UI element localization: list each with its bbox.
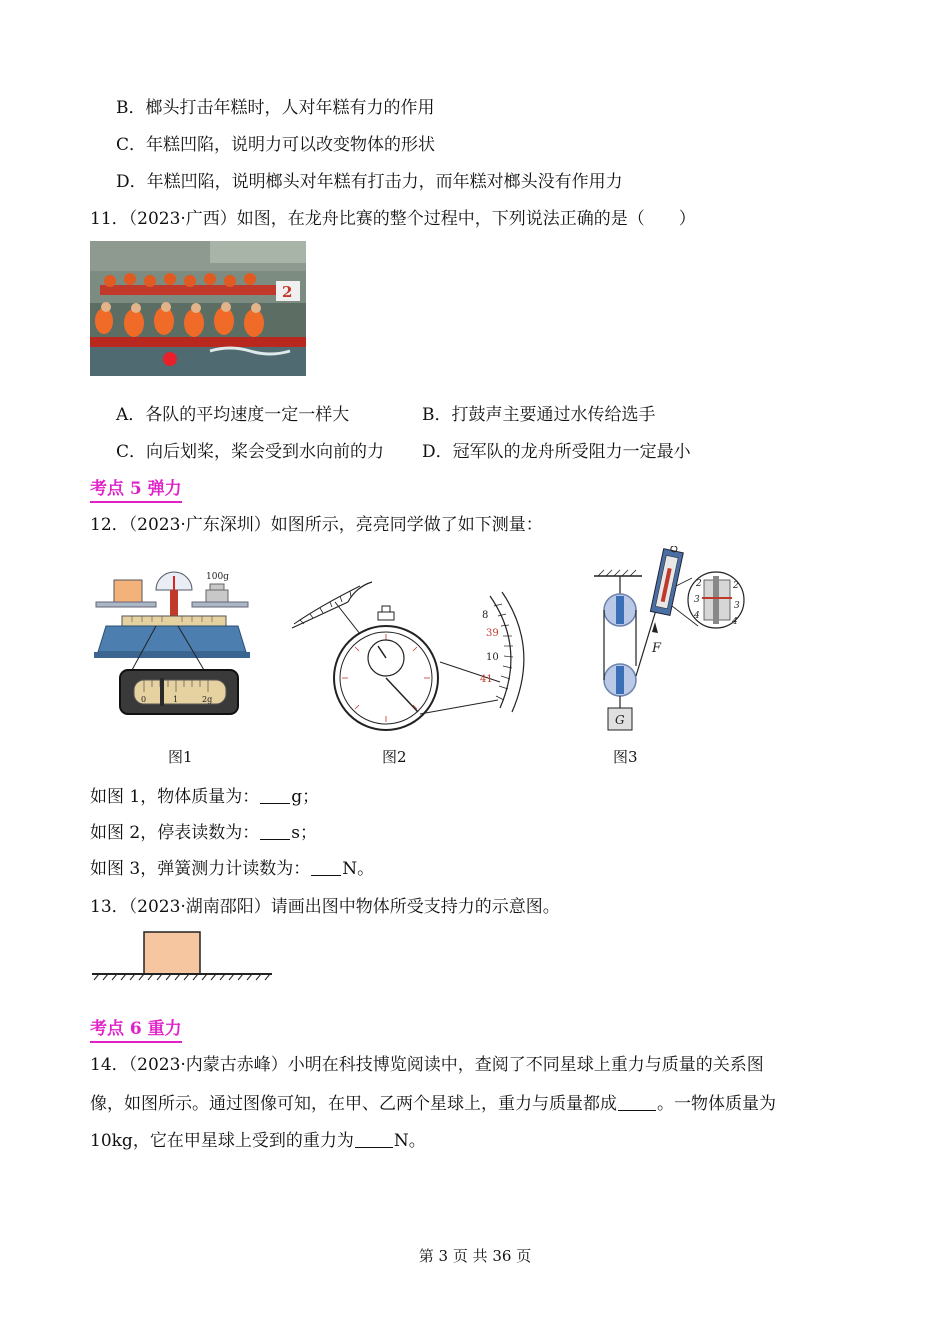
figure-1-caption: 图1	[168, 748, 193, 766]
figure-2-stopwatch	[290, 578, 525, 738]
scale-1: 1	[173, 695, 179, 704]
q12-stem: 12．（2023·广东深圳）如图所示，亮亮同学做了如下测量：	[90, 515, 543, 535]
q11-option-a: A．各队的平均速度一定一样大	[116, 405, 350, 425]
scale-2g: 2g	[202, 695, 213, 704]
q11-option-c: C．向后划桨，桨会受到水向前的力	[116, 442, 385, 462]
boat-number: 2	[282, 283, 293, 301]
answer-blank-mass[interactable]	[260, 787, 290, 804]
q14-line-1: 14．（2023·内蒙古赤峰）小明在科技博览阅读中，查阅了不同星球上重力与质量的关系图	[90, 1055, 764, 1075]
zoom-label-3-left: 3	[694, 595, 700, 605]
answer-blank-relation[interactable]	[618, 1094, 656, 1111]
q13-stem: 13．（2023·湖南邵阳）请画出图中物体所受支持力的示意图。	[90, 897, 560, 917]
q12-line-3-pre: 如图 3，弹簧测力计读数为：	[90, 859, 311, 879]
weight-label: 100g	[206, 572, 229, 582]
q14-line-2	[90, 1092, 776, 1116]
answer-blank-force[interactable]	[311, 859, 341, 876]
q12-line-1-post: g；	[291, 787, 320, 807]
q12-line-1	[90, 785, 319, 809]
q12-line-3	[90, 857, 374, 881]
answer-blank-time[interactable]	[260, 823, 290, 840]
scale-0: 0	[141, 695, 147, 704]
weight-g-label: G	[615, 713, 625, 727]
section-title-6: 考点 6 重力	[90, 1018, 182, 1043]
q14-line-3-pre: 10kg，它在甲星球上受到的重力为	[90, 1131, 354, 1151]
q11-option-d: D．冠军队的龙舟所受阻力一定最小	[422, 442, 691, 462]
figure-3-pulley	[592, 546, 752, 736]
dial-label-8: 8	[482, 610, 489, 621]
q14-line-3	[90, 1129, 426, 1153]
q12-line-2-post: s；	[291, 823, 317, 843]
dragon-boat-photo	[90, 241, 306, 376]
q10-option-b: B．榔头打击年糕时，人对年糕有力的作用	[116, 98, 435, 118]
zoom-label-2-left: 2	[696, 579, 702, 589]
zoom-label-3-right: 3	[734, 601, 740, 611]
q11-option-b: B．打鼓声主要通过水传给选手	[422, 405, 656, 425]
figure-1-balance	[92, 566, 252, 718]
figure-2-caption: 图2	[382, 748, 407, 766]
zoom-label-4-right: 4	[732, 617, 738, 627]
q14-line-2-post: 。一物体质量为	[657, 1094, 776, 1114]
answer-blank-gravity[interactable]	[355, 1131, 393, 1148]
q14-line-3-post: N。	[393, 1131, 426, 1151]
q14-line-2-pre: 像，如图所示。通过图像可知，在甲、乙两个星球上，重力与质量都成	[90, 1094, 617, 1114]
q12-line-3-post: N。	[342, 859, 375, 879]
q10-option-d: D．年糕凹陷，说明榔头对年糕有打击力，而年糕对榔头没有作用力	[116, 172, 623, 192]
q13-block-figure	[90, 930, 276, 982]
dial-label-39: 39	[486, 628, 499, 639]
section-title-5: 考点 5 弹力	[90, 478, 182, 503]
force-label: F	[652, 641, 662, 656]
zoom-label-4-left: 4	[694, 611, 700, 621]
dial-label-41: 41	[480, 674, 493, 685]
q11-stem: 11．（2023·广西）如图，在龙舟比赛的整个过程中，下列说法正确的是（ ）	[90, 209, 696, 229]
figure-3-caption: 图3	[613, 748, 638, 766]
q12-line-2	[90, 821, 317, 845]
q10-option-c: C．年糕凹陷，说明力可以改变物体的形状	[116, 135, 436, 155]
page-footer: 第 3 页 共 36 页	[418, 1247, 532, 1265]
q12-line-2-pre: 如图 2，停表读数为：	[90, 823, 260, 843]
zoom-label-2-right: 2	[733, 581, 739, 591]
q12-line-1-pre: 如图 1，物体质量为：	[90, 787, 260, 807]
dial-label-10: 10	[486, 652, 499, 663]
